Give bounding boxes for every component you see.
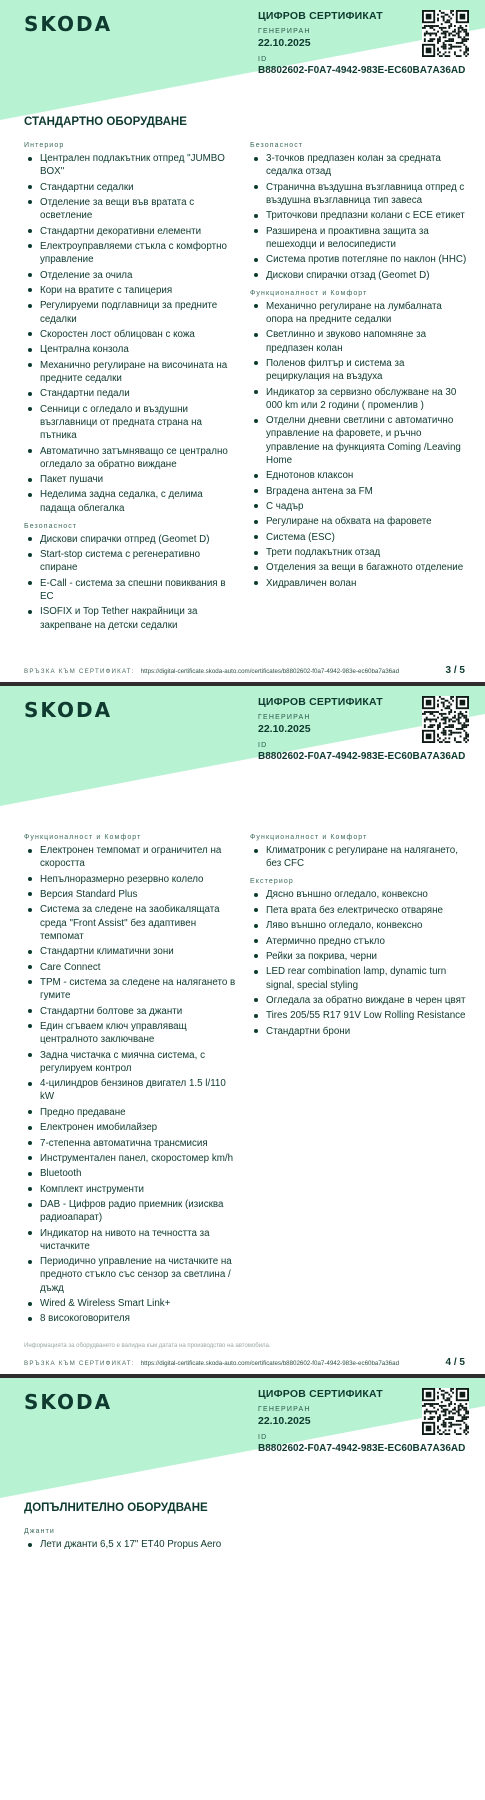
certificate-info xyxy=(258,10,466,76)
list-item: Tires 205/55 R17 91V Low Rolling Resistance xyxy=(250,1009,468,1022)
list-item: Предно предаване xyxy=(24,1106,239,1119)
section-title: ДОПЪЛНИТЕЛНО ОБОРУДВАНЕ xyxy=(24,1502,208,1514)
id-label: ID xyxy=(258,742,268,749)
category-label: Екстериор xyxy=(250,878,294,886)
list-item: Атермично предно стъкло xyxy=(250,935,468,948)
certificate-info xyxy=(258,1388,466,1454)
list-item: С чадър xyxy=(250,500,468,513)
left-column xyxy=(24,1528,239,1553)
equipment-list xyxy=(24,152,239,515)
equipment-list xyxy=(250,888,468,1038)
list-item: Трети подлакътник отзад xyxy=(250,546,468,559)
section-title: СТАНДАРТНО ОБОРУДВАНЕ xyxy=(24,116,187,128)
list-item: Дискови спирачки отпред (Geomet D) xyxy=(24,533,239,546)
list-item: Кори на вратите с тапицерия xyxy=(24,284,239,297)
list-item: Задна чистачка с миячна система, с регулируем контрол xyxy=(24,1049,239,1075)
list-item: Регулиране на обхвата на фаровете xyxy=(250,515,468,528)
list-item: Версия Standard Plus xyxy=(24,888,239,901)
equipment-list xyxy=(24,844,239,1326)
right-column xyxy=(250,142,468,592)
equipment-category xyxy=(24,142,239,515)
list-item: ISOFIX и Top Tether накрайници за закрепване на детски седалки xyxy=(24,605,239,631)
list-item: Стандартни декоративни елементи xyxy=(24,225,239,238)
certificate-info xyxy=(258,696,466,762)
page-number: 4 / 5 xyxy=(445,1357,465,1368)
list-item: E-Call - система за спешни повиквания в ЕС xyxy=(24,577,239,603)
list-item: Стандартни климатични зони xyxy=(24,945,239,958)
list-item: DAB - Цифров радио приемник (изисква радиоапарат) xyxy=(24,1198,239,1224)
list-item: Индикатор за сервизно обслужване на 30 000 km или 2 години ( променлив ) xyxy=(250,386,468,412)
qr-code-icon[interactable] xyxy=(422,1388,469,1435)
brand-logo: SKODA xyxy=(24,698,113,722)
list-item: Стандартни седалки xyxy=(24,181,239,194)
certificate-id: B8802602-F0A7-4942-983E-EC60BA7A36AD xyxy=(258,65,466,76)
equipment-category xyxy=(250,878,468,1038)
certificate-page-3 xyxy=(0,0,485,682)
list-item: Скоростен лост облицован с кожа xyxy=(24,328,239,341)
list-item: Неделима задна седалка, с делима падаща облегалка xyxy=(24,488,239,514)
list-item: Електроуправляеми стъкла с комфортно управление xyxy=(24,240,239,266)
generated-date: 22.10.2025 xyxy=(258,723,311,735)
category-label: Безопасност xyxy=(24,522,78,530)
list-item: Система против потегляне по наклон (HHC) xyxy=(250,253,468,266)
equipment-category xyxy=(24,834,239,1326)
list-item: Стандартни педали xyxy=(24,387,239,400)
list-item: Поленов филтър и система за рециркулация на въздуха xyxy=(250,357,468,383)
list-item: Индикатор на нивото на течността за чистачките xyxy=(24,1227,239,1253)
disclaimer: Информацията за оборудването е валидна към датата на производство на автомобила. xyxy=(24,1343,271,1349)
id-label: ID xyxy=(258,1434,268,1441)
list-item: Отделение за вещи във вратата с осветление xyxy=(24,196,239,222)
list-item: Непълноразмерно резервно колело xyxy=(24,873,239,886)
list-item: Bluetooth xyxy=(24,1167,239,1180)
list-item: TPM - система за следене на налягането в гумите xyxy=(24,976,239,1002)
generated-label: ГЕНЕРИРАН xyxy=(258,28,311,35)
certificate-id: B8802602-F0A7-4942-983E-EC60BA7A36AD xyxy=(258,751,466,762)
footer xyxy=(24,668,465,675)
list-item: Дясно външно огледало, конвексно xyxy=(250,888,468,901)
qr-code-icon[interactable] xyxy=(422,10,469,57)
list-item: Автоматично затъмняващо се централно огледало за обратно виждане xyxy=(24,445,239,471)
list-item: Пакет пушачи xyxy=(24,473,239,486)
list-item: Wired & Wireless Smart Link+ xyxy=(24,1297,239,1310)
category-label: Функционалност и Комфорт xyxy=(250,834,368,841)
list-item: Ляво външно огледало, конвексно xyxy=(250,919,468,932)
id-label: ID xyxy=(258,56,268,63)
equipment-category xyxy=(250,290,468,590)
list-item: Периодично управление на чистачките на предното стъкло със сензор за светлина / дъжд xyxy=(24,1255,239,1295)
certificate-title: ЦИФРОВ СЕРТИФИКАТ xyxy=(258,10,383,22)
list-item: Вградена антена за FM xyxy=(250,485,468,498)
equipment-list xyxy=(250,152,468,282)
equipment-category xyxy=(24,523,239,632)
list-item: Комплект инструменти xyxy=(24,1183,239,1196)
left-column xyxy=(24,834,239,1328)
list-item: Светлинно и звуково напомняне за предпазен колан xyxy=(250,328,468,354)
generated-label: ГЕНЕРИРАН xyxy=(258,1406,311,1413)
list-item: Пета врата без електрическо отваряне xyxy=(250,904,468,917)
certificate-title: ЦИФРОВ СЕРТИФИКАТ xyxy=(258,1388,383,1400)
list-item: Централна конзола xyxy=(24,343,239,356)
list-item: Хидравличен волан xyxy=(250,577,468,590)
footer-label: ВРЪЗКА КЪМ СЕРТИФИКАТ: xyxy=(24,1360,135,1367)
list-item: Дискови спирачки отзад (Geomet D) xyxy=(250,269,468,282)
list-item: Рейки за покрива, черни xyxy=(250,950,468,963)
brand-logo: SKODA xyxy=(24,12,113,36)
page-number: 3 / 5 xyxy=(445,665,465,676)
list-item: Стандартни брони xyxy=(250,1025,468,1038)
list-item: Start-stop система с регенеративно спиране xyxy=(24,548,239,574)
equipment-category xyxy=(250,142,468,282)
list-item: Лети джанти 6,5 x 17" ET40 Propus Aero xyxy=(24,1538,239,1551)
list-item: Механично регулиране на височината на предните седалки xyxy=(24,359,239,385)
category-label: Интериор xyxy=(24,142,65,149)
certificate-page-5 xyxy=(0,1378,485,1800)
list-item: Разширена и проактивна защита за пешеходци и велосипедисти xyxy=(250,225,468,251)
list-item: Електронен темпомат и ограничител на скоростта xyxy=(24,844,239,870)
category-label: Функционалност и Комфорт xyxy=(24,834,142,841)
list-item: Отделения за вещи в багажното отделение xyxy=(250,561,468,574)
certificate-id: B8802602-F0A7-4942-983E-EC60BA7A36AD xyxy=(258,1443,466,1454)
equipment-category xyxy=(24,1528,239,1551)
category-label: Безопасност xyxy=(250,142,304,149)
certificate-link[interactable]: https://digital-certificate.skoda-auto.com/certificates/b8802602-f0a7-4942-983e-ec60ba7a36ad xyxy=(140,1360,400,1367)
list-item: Един сгъваем ключ управляващ централното заключване xyxy=(24,1020,239,1046)
equipment-list xyxy=(24,533,239,632)
qr-code-icon[interactable] xyxy=(422,696,469,743)
list-item: Сенници с огледало и въздушни възглавници от предната страна на пътника xyxy=(24,403,239,443)
certificate-link[interactable]: https://digital-certificate.skoda-auto.com/certificates/b8802602-f0a7-4942-983e-ec60ba7a36ad xyxy=(140,668,400,675)
list-item: Регулируеми подглавници за предните седалки xyxy=(24,299,239,325)
equipment-list xyxy=(250,844,468,870)
right-column xyxy=(250,834,468,1040)
equipment-list xyxy=(24,1538,239,1551)
category-label: Джанти xyxy=(24,1528,55,1535)
generated-date: 22.10.2025 xyxy=(258,37,311,49)
list-item: Еднотонов клаксон xyxy=(250,469,468,482)
category-label: Функционалност и Комфорт xyxy=(250,289,368,297)
list-item: Триточкови предпазни колани с ECE етикет xyxy=(250,209,468,222)
list-item: Електронен имобилайзер xyxy=(24,1121,239,1134)
list-item: Централен подлакътник отпред "JUMBO BOX" xyxy=(24,152,239,178)
footer xyxy=(24,1360,465,1367)
equipment-category xyxy=(250,834,468,870)
list-item: Механично регулиране на лумбалната опора на предните седалки xyxy=(250,300,468,326)
list-item: Странична въздушна възглавница отпред с въздушна възглавница тип завеса xyxy=(250,181,468,207)
list-item: Care Connect xyxy=(24,961,239,974)
list-item: 4-цилиндров бензинов двигател 1.5 l/110 kW xyxy=(24,1077,239,1103)
list-item: Стандартни болтове за джанти xyxy=(24,1005,239,1018)
certificate-title: ЦИФРОВ СЕРТИФИКАТ xyxy=(258,696,383,708)
list-item: Инструментален панел, скоростомер km/h xyxy=(24,1152,239,1165)
list-item: Отделни дневни светлини с автоматично управление на фаровете, и ръчно управление на функцията Coming /Leaving Home xyxy=(250,414,468,467)
certificate-page-4 xyxy=(0,686,485,1374)
list-item: Система за следене на заобикалящата среда "Front Assist" без адаптивен темпомат xyxy=(24,903,239,943)
left-column xyxy=(24,142,239,634)
list-item: 8 високоговорителя xyxy=(24,1312,239,1325)
list-item: Климатроник с регулиране на налягането, без CFC xyxy=(250,844,468,870)
brand-logo: SKODA xyxy=(24,1390,113,1414)
list-item: LED rear combination lamp, dynamic turn signal, special styling xyxy=(250,965,468,991)
list-item: Огледала за обратно виждане в черен цвят xyxy=(250,994,468,1007)
generated-date: 22.10.2025 xyxy=(258,1415,311,1427)
generated-label: ГЕНЕРИРАН xyxy=(258,714,311,721)
list-item: 3-точков предпазен колан за средната седалка отзад xyxy=(250,152,468,178)
list-item: Система (ESC) xyxy=(250,531,468,544)
equipment-list xyxy=(250,300,468,590)
list-item: Отделение за очила xyxy=(24,269,239,282)
list-item: 7-степенна автоматична трансмисия xyxy=(24,1137,239,1150)
footer-label: ВРЪЗКА КЪМ СЕРТИФИКАТ: xyxy=(24,668,135,675)
